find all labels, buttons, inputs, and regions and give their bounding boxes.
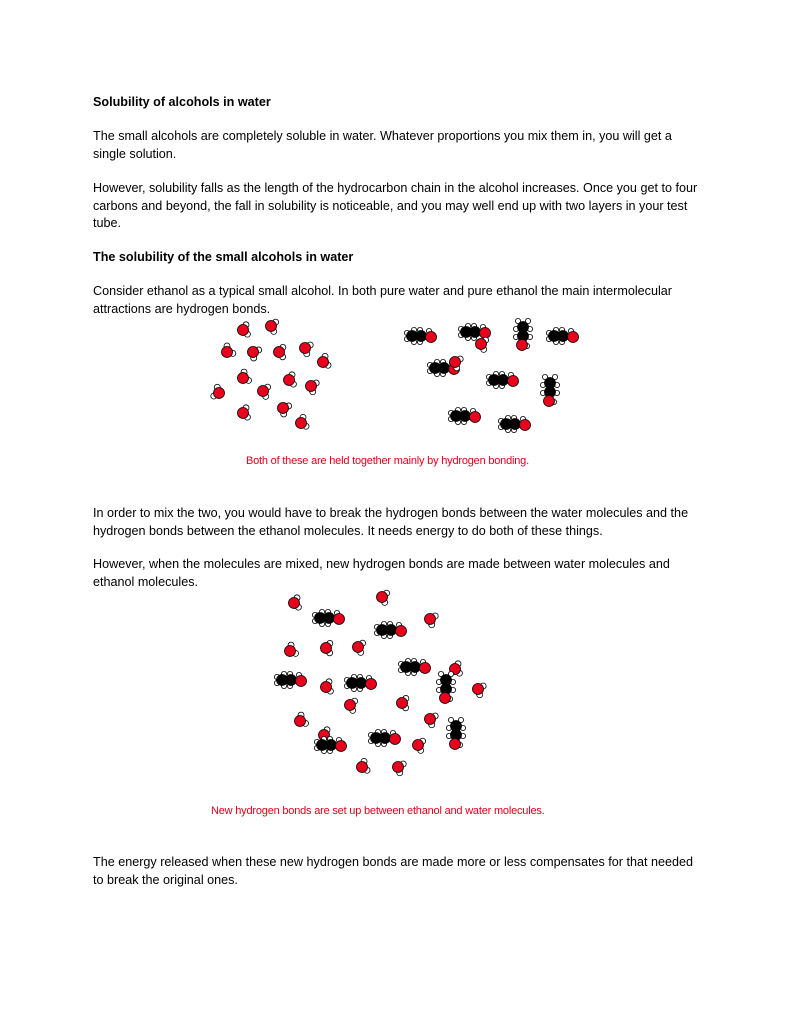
oxygen-atom [357, 762, 368, 773]
water-molecule [284, 372, 297, 387]
paragraph-1: The small alcohols are completely soluble in water. Whatever proportions you mix them in, you will get a single solution. [93, 129, 672, 161]
ethanol-molecule [374, 621, 406, 638]
carbon-atom [324, 613, 335, 624]
water-molecule [473, 683, 487, 698]
ethanol-molecule [436, 671, 455, 703]
water-molecule [266, 319, 279, 334]
ethanol-molecule [368, 729, 400, 746]
oxygen-atom [568, 332, 579, 343]
oxygen-atom [296, 418, 307, 429]
water-molecule [238, 322, 251, 337]
carbon-atom [439, 363, 450, 374]
oxygen-atom [274, 347, 285, 358]
oxygen-atom [366, 679, 377, 690]
section-heading: The solubility of the small alcohols in water [93, 250, 354, 264]
water-molecule [238, 369, 252, 383]
oxygen-atom [544, 396, 555, 407]
oxygen-atom [420, 663, 431, 674]
oxygen-atom [425, 714, 436, 725]
oxygen-atom [214, 388, 225, 399]
water-molecule [357, 758, 371, 773]
carbon-atom [286, 675, 297, 686]
oxygen-atom [289, 598, 300, 609]
oxygen-atom [248, 347, 259, 358]
oxygen-atom [238, 408, 249, 419]
oxygen-atom [284, 375, 295, 386]
oxygen-atom [390, 734, 401, 745]
carbon-atom [380, 733, 391, 744]
oxygen-atom [266, 321, 277, 332]
paragraph-3: Consider ethanol as a typical small alcohol. In both pure water and pure ethanol the main intermolecular attractions are hydrogen bonds. [93, 284, 672, 316]
oxygen-atom [238, 325, 249, 336]
oxygen-atom [396, 626, 407, 637]
oxygen-atom [278, 403, 289, 414]
figure-caption-1: Both of these are held together mainly by hydrogen bonding. [246, 455, 529, 467]
oxygen-atom [397, 698, 408, 709]
water-molecule [321, 679, 334, 694]
oxygen-atom [470, 412, 481, 423]
oxygen-atom [334, 614, 345, 625]
water-molecule [274, 344, 286, 359]
carbon-atom [510, 419, 521, 430]
ethanol-molecule [398, 658, 430, 675]
ethanol-molecule [546, 327, 578, 344]
page-heading: Solubility of alcohols in water [93, 95, 271, 109]
oxygen-atom [238, 373, 249, 384]
carbon-atom [498, 375, 509, 386]
water-molecule [248, 347, 262, 361]
carbon-atom [416, 331, 427, 342]
figure-caption-2: New hydrogen bonds are set up between ethanol and water molecules. [211, 805, 545, 817]
water-molecule [211, 384, 225, 399]
water-molecule [318, 353, 332, 368]
paragraph-5: However, when the molecules are mixed, new hydrogen bonds are made between water molecules and ethanol molecules. [93, 557, 670, 589]
water-molecules-figure [205, 312, 345, 437]
oxygen-atom [508, 376, 519, 387]
carbon-atom [356, 678, 367, 689]
paragraph-6: The energy released when these new hydrogen bonds are made more or less compensates for that needed to break the original ones. [93, 855, 693, 887]
ethanol-molecule [448, 407, 480, 424]
mixed-molecules-figure [270, 585, 500, 785]
oxygen-atom [300, 343, 311, 354]
water-molecule [345, 698, 358, 713]
water-molecule [238, 405, 251, 420]
ethanol-molecule [513, 318, 532, 350]
water-molecule [393, 761, 407, 776]
water-molecule [285, 642, 299, 656]
ethanol-molecule [314, 736, 346, 753]
water-molecule [306, 380, 320, 395]
water-molecule [413, 738, 426, 753]
water-molecule [295, 712, 309, 726]
ethanol-molecule [498, 415, 530, 432]
ethanol-molecule [486, 371, 518, 388]
oxygen-atom [285, 646, 296, 657]
carbon-atom [558, 331, 569, 342]
oxygen-atom [353, 642, 364, 653]
oxygen-atom [258, 386, 269, 397]
ethanol-molecules-figure [398, 314, 588, 439]
oxygen-atom [520, 420, 531, 431]
carbon-atom [470, 327, 481, 338]
oxygen-atom [450, 357, 461, 368]
carbon-atom [460, 411, 471, 422]
water-molecule [377, 590, 390, 605]
paragraph-4: In order to mix the two, you would have to break the hydrogen bonds between the water molecules and the hydrogen bonds between the ethanol molecules. It needs energy to do both of these things. [93, 506, 689, 538]
ethanol-molecule [274, 671, 306, 688]
oxygen-atom [318, 357, 329, 368]
ethanol-molecule [312, 609, 344, 626]
oxygen-atom [426, 332, 437, 343]
paragraph-2: However, solubility falls as the length of the hydrocarbon chain in the alcohol increases. Once you get to four carbons and beyond, the fall in solubility is noticeable, and you may well end up with two layers in your test tube. [93, 181, 698, 230]
oxygen-atom [450, 739, 461, 750]
oxygen-atom [377, 592, 388, 603]
oxygen-atom [440, 693, 451, 704]
oxygen-atom [413, 740, 424, 751]
oxygen-atom [517, 340, 528, 351]
oxygen-atom [306, 381, 317, 392]
water-molecule [258, 384, 271, 399]
oxygen-atom [345, 700, 356, 711]
oxygen-atom [295, 716, 306, 727]
ethanol-molecule [540, 374, 559, 406]
water-molecule [300, 342, 314, 357]
carbon-atom [326, 740, 337, 751]
water-molecule [397, 695, 409, 710]
carbon-atom [410, 662, 421, 673]
ethanol-molecule [404, 327, 436, 344]
oxygen-atom [321, 643, 332, 654]
water-molecule [321, 640, 333, 655]
water-molecule [476, 337, 489, 352]
oxygen-atom [336, 741, 347, 752]
water-molecule [296, 414, 310, 429]
ethanol-molecule [344, 674, 376, 691]
carbon-atom [386, 625, 397, 636]
oxygen-atom [393, 762, 404, 773]
oxygen-atom [476, 339, 487, 350]
water-molecule [425, 613, 439, 628]
oxygen-atom [425, 614, 436, 625]
water-molecule [425, 713, 439, 728]
oxygen-atom [222, 347, 233, 358]
water-molecule [278, 403, 292, 417]
oxygen-atom [321, 682, 332, 693]
water-molecule [353, 640, 366, 655]
water-molecule [289, 595, 302, 610]
oxygen-atom [296, 676, 307, 687]
ethanol-molecule [446, 717, 465, 749]
oxygen-atom [473, 684, 484, 695]
water-molecule [222, 343, 236, 358]
